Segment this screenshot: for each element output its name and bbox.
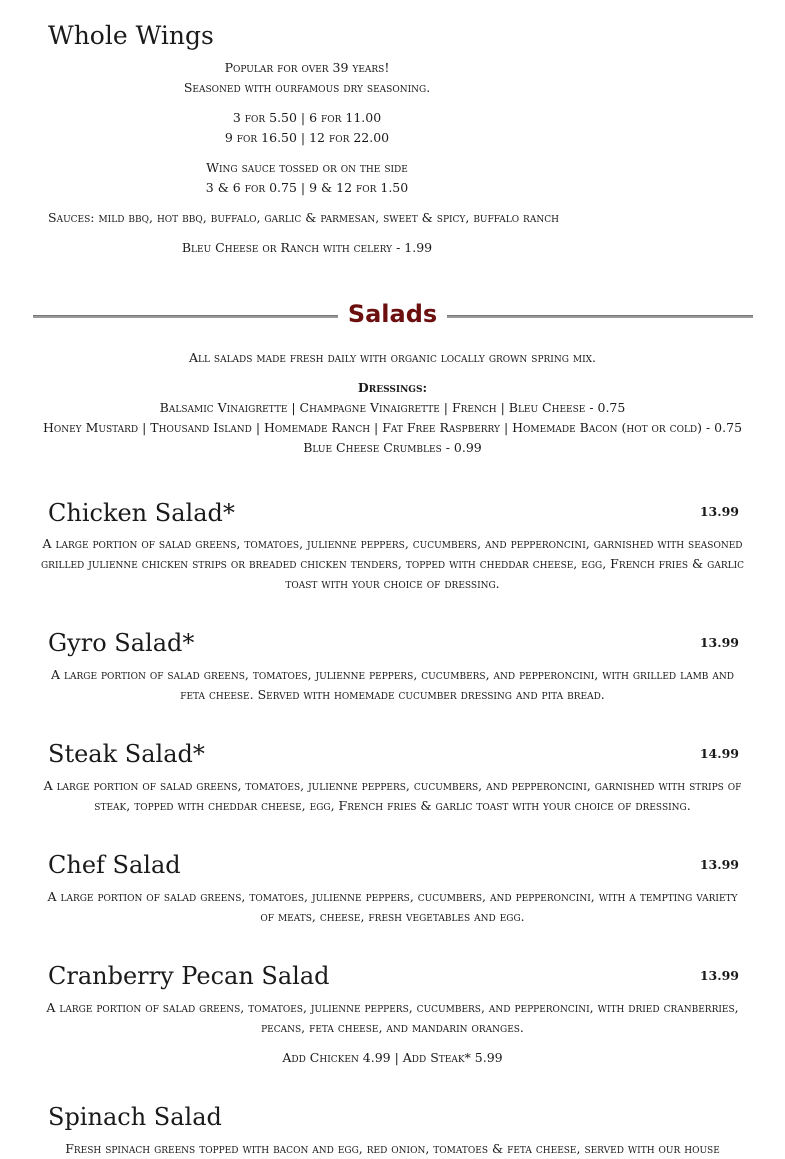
menu-item-description: Fresh spinach greens topped with bacon and egg, red onion, tomatoes & feta cheese, served with our house <box>65 1141 720 1156</box>
menu-item-price: 13.99 <box>699 968 739 983</box>
whole-wings-title: Whole Wings <box>48 21 214 50</box>
salads-intro: All salads made fresh daily with organic locally grown spring mix. <box>188 350 597 365</box>
wing-sauce-note: Wing sauce tossed or on the side <box>206 160 408 175</box>
dressings-label: Dressings: <box>357 380 428 395</box>
sauces-list: Sauces: mild bbq, hot bbq, buffalo, garlic & parmesan, sweet & spicy, buffalo ranch <box>48 210 559 225</box>
menu-item-title: Cranberry Pecan Salad <box>48 962 330 990</box>
menu-item-price: 13.99 <box>699 857 739 872</box>
menu-item-title: Chef Salad <box>48 851 181 879</box>
menu-item-price: 13.99 <box>699 504 739 519</box>
menu-item-title: Chicken Salad* <box>48 499 235 527</box>
menu-item-title: Spinach Salad <box>48 1103 222 1131</box>
salads-title: Salads <box>347 300 438 328</box>
divider-rule-left <box>33 315 338 318</box>
menu-item-description: A large portion of salad greens, tomatoes, julienne peppers, cucumbers, and pepperoncini, garnished with strips of steak, topped with cheddar cheese, egg, French fries & garlic toast with your choice of dressing. <box>43 778 742 813</box>
menu-item-description: A large portion of salad greens, tomatoes, julienne peppers, cucumbers, and pepperoncini, garnished with seasoned grilled julienne chicken strips or breaded chicken tenders, topped with cheddar cheese, egg, French fries & garlic toast with your choice of dressing. <box>40 536 745 591</box>
menu-item-description: A large portion of salad greens, tomatoes, julienne peppers, cucumbers, and pepperoncini, with a tempting variety of meats, cheese, fresh vegetables and egg. <box>47 889 738 924</box>
bleu-cheese-addon: Bleu Cheese or Ranch with celery - 1.99 <box>181 240 433 255</box>
menu-item-price: 13.99 <box>699 635 739 650</box>
wings-prices-small: 3 for 5.50 | 6 for 11.00 <box>232 110 382 125</box>
wings-prices-large: 9 for 16.50 | 12 for 22.00 <box>224 130 390 145</box>
dressings-line-3: Blue Cheese Crumbles - 0.99 <box>303 440 482 455</box>
menu-item-title: Gyro Salad* <box>48 629 195 657</box>
wings-note: Popular for over 39 years! <box>224 60 390 75</box>
menu-item-description: A large portion of salad greens, tomatoes, julienne peppers, cucumbers, and pepperoncini, with grilled lamb and feta cheese. Served with homemade cucumber dressing and pita bread. <box>51 667 734 702</box>
divider-rule-right <box>447 315 753 318</box>
dressings-line-1: Balsamic Vinaigrette | Champagne Vinaigrette | French | Bleu Cheese - 0.75 <box>159 400 626 415</box>
salads-section-header <box>33 296 753 336</box>
menu-item-price: 14.99 <box>699 746 739 761</box>
add-protein-options: Add Chicken 4.99 | Add Steak* 5.99 <box>282 1050 503 1065</box>
menu-item-description: A large portion of salad greens, tomatoes, julienne peppers, cucumbers, and pepperoncini, with dried cranberries, pecans, feta cheese, and mandarin oranges. <box>46 1000 739 1035</box>
dressings-line-2: Honey Mustard | Thousand Island | Homemade Ranch | Fat Free Raspberry | Homemade Bacon (hot or cold) - 0.75 <box>42 420 743 435</box>
wings-seasoning: Seasoned with ourfamous dry seasoning. <box>183 80 431 95</box>
menu-item-title: Steak Salad* <box>48 740 205 768</box>
wing-sauce-prices: 3 & 6 for 0.75 | 9 & 12 for 1.50 <box>205 180 409 195</box>
